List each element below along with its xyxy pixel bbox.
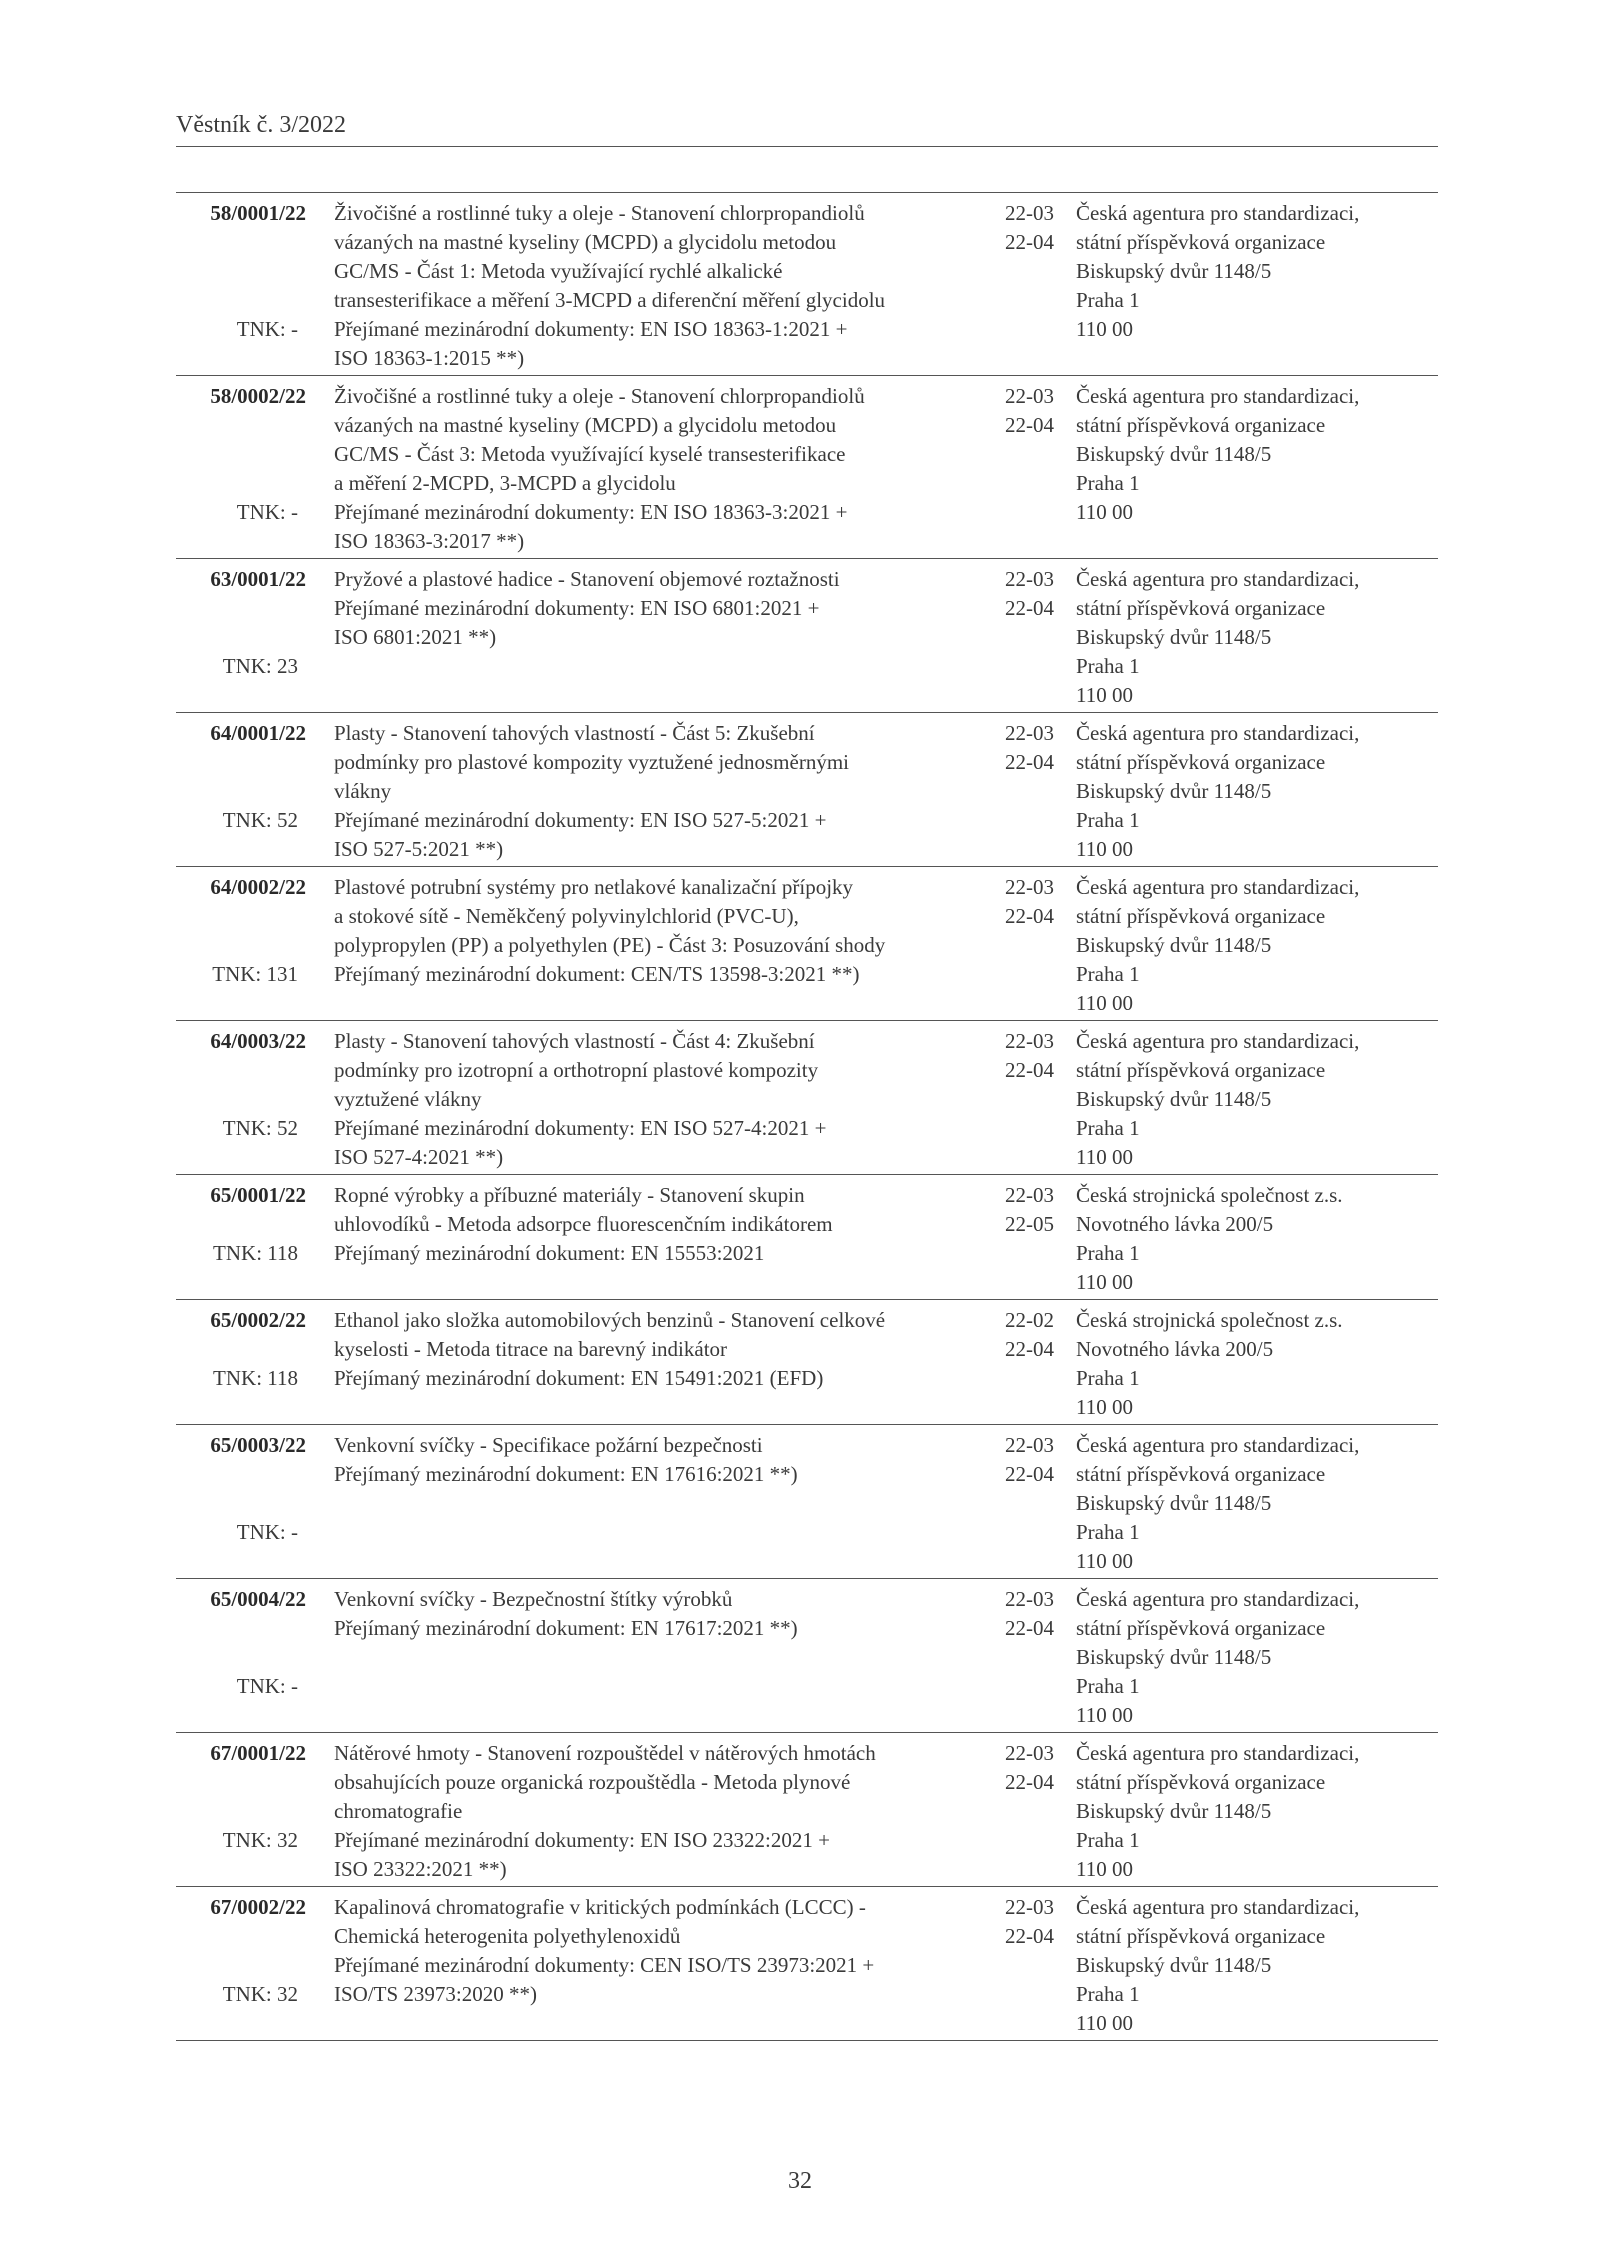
description-column (306, 1306, 978, 1422)
standard-number: 65/0004/22 (210, 1587, 306, 1611)
organization-column (1054, 382, 1438, 556)
dates-column (978, 719, 1054, 864)
organization-line: Praha 1 (1076, 1366, 1140, 1390)
table-row (176, 1733, 1438, 1887)
dates-column (978, 565, 1054, 710)
date-line: 22-05 (1005, 1212, 1054, 1236)
tnk-label: TNK: 52 (222, 1116, 298, 1140)
organization-line: 110 00 (1076, 1395, 1133, 1419)
description-column (306, 1027, 978, 1172)
organization-line: Biskupský dvůr 1148/5 (1076, 259, 1272, 283)
organization-line: Česká agentura pro standardizaci, (1076, 1895, 1360, 1919)
page-number: 32 (788, 2168, 812, 2194)
description-line: Živočišné a rostlinné tuky a oleje - Stanovení chlorpropandiolů (334, 384, 865, 408)
organization-line: Biskupský dvůr 1148/5 (1076, 1645, 1272, 1669)
organization-line: 110 00 (1076, 317, 1133, 341)
row-id-column (176, 1431, 306, 1576)
date-line: 22-03 (1005, 201, 1054, 225)
organization-line: Česká strojnická společnost z.s. (1076, 1308, 1343, 1332)
description-line: ISO 18363-1:2015 **) (334, 346, 525, 370)
organization-line: Praha 1 (1076, 1116, 1140, 1140)
organization-line: Praha 1 (1076, 654, 1140, 678)
organization-line: Česká strojnická společnost z.s. (1076, 1183, 1343, 1207)
organization-line: Česká agentura pro standardizaci, (1076, 1029, 1360, 1053)
tnk-label: TNK: 23 (222, 654, 298, 678)
table-row (176, 1175, 1438, 1300)
table-row (176, 559, 1438, 713)
description-line: GC/MS - Část 1: Metoda využívající rychlé alkalické (334, 259, 783, 283)
description-line: Přejímaný mezinárodní dokument: EN 17616:2021 **) (334, 1462, 798, 1486)
row-id-column (176, 382, 306, 556)
organization-line: 110 00 (1076, 991, 1133, 1015)
organization-line: státní příspěvková organizace (1076, 1462, 1326, 1486)
date-line: 22-04 (1005, 596, 1054, 620)
date-line: 22-04 (1005, 1924, 1054, 1948)
date-line: 22-03 (1005, 875, 1054, 899)
description-line: podmínky pro izotropní a orthotropní plastové kompozity (334, 1058, 819, 1082)
organization-line: 110 00 (1076, 1549, 1133, 1573)
organization-line: státní příspěvková organizace (1076, 230, 1326, 254)
description-line: Plasty - Stanovení tahových vlastností - Část 5: Zkušební (334, 721, 815, 745)
organization-column (1054, 1027, 1438, 1172)
table-row (176, 713, 1438, 867)
description-column (306, 1431, 978, 1576)
organization-line: Česká agentura pro standardizaci, (1076, 875, 1360, 899)
organization-line: Česká agentura pro standardizaci, (1076, 567, 1360, 591)
description-line: Přejímané mezinárodní dokumenty: CEN ISO/TS 23973:2021 + (334, 1953, 875, 1977)
organization-column (1054, 1739, 1438, 1884)
tnk-label: TNK: 118 (213, 1241, 298, 1265)
dates-column (978, 1585, 1054, 1730)
organization-line: Česká agentura pro standardizaci, (1076, 1433, 1360, 1457)
tnk-label: TNK: - (236, 1674, 298, 1698)
date-line: 22-03 (1005, 1741, 1054, 1765)
organization-line: Novotného lávka 200/5 (1076, 1337, 1274, 1361)
organization-line: státní příspěvková organizace (1076, 1770, 1326, 1794)
organization-line: Novotného lávka 200/5 (1076, 1212, 1274, 1236)
row-id-column (176, 873, 306, 1018)
table-row (176, 1021, 1438, 1175)
organization-line: Biskupský dvůr 1148/5 (1076, 933, 1272, 957)
description-column (306, 199, 978, 373)
organization-line: státní příspěvková organizace (1076, 904, 1326, 928)
standard-number: 58/0002/22 (210, 384, 306, 408)
description-column (306, 719, 978, 864)
description-line: Přejímaný mezinárodní dokument: EN 17617:2021 **) (334, 1616, 798, 1640)
description-line: Pryžové a plastové hadice - Stanovení objemové roztažnosti (334, 567, 840, 591)
tnk-label: TNK: 32 (222, 1828, 298, 1852)
date-line: 22-03 (1005, 1029, 1054, 1053)
row-id-column (176, 199, 306, 373)
description-line: ISO 23322:2021 **) (334, 1857, 507, 1881)
standard-number: 65/0003/22 (210, 1433, 306, 1457)
organization-line: Praha 1 (1076, 471, 1140, 495)
date-line: 22-04 (1005, 1462, 1054, 1486)
dates-column (978, 382, 1054, 556)
description-line: vlákny (334, 779, 392, 803)
organization-line: Praha 1 (1076, 288, 1140, 312)
description-line: ISO 6801:2021 **) (334, 625, 497, 649)
organization-line: Biskupský dvůr 1148/5 (1076, 625, 1272, 649)
organization-column (1054, 873, 1438, 1018)
row-id-column (176, 1893, 306, 2038)
row-id-column (176, 1585, 306, 1730)
organization-line: Biskupský dvůr 1148/5 (1076, 1087, 1272, 1111)
description-line: Chemická heterogenita polyethylenoxidů (334, 1924, 681, 1948)
description-line: Přejímaný mezinárodní dokument: EN 15491:2021 (EFD) (334, 1366, 824, 1390)
organization-line: státní příspěvková organizace (1076, 1924, 1326, 1948)
standard-number: 67/0002/22 (210, 1895, 306, 1919)
row-id-column (176, 1739, 306, 1884)
standards-table (176, 192, 1438, 2041)
date-line: 22-03 (1005, 721, 1054, 745)
organization-line: Biskupský dvůr 1148/5 (1076, 442, 1272, 466)
page-header-title: Věstník č. 3/2022 (176, 112, 346, 138)
date-line: 22-04 (1005, 1770, 1054, 1794)
organization-line: 110 00 (1076, 1145, 1133, 1169)
organization-line: 110 00 (1076, 1703, 1133, 1727)
dates-column (978, 199, 1054, 373)
description-line: Plasty - Stanovení tahových vlastností - Část 4: Zkušební (334, 1029, 815, 1053)
description-line: Venkovní svíčky - Specifikace požární bezpečnosti (334, 1433, 763, 1457)
description-line: ISO 18363-3:2017 **) (334, 529, 525, 553)
organization-line: Česká agentura pro standardizaci, (1076, 1587, 1360, 1611)
standard-number: 65/0001/22 (210, 1183, 306, 1207)
organization-column (1054, 199, 1438, 373)
description-line: Živočišné a rostlinné tuky a oleje - Stanovení chlorpropandiolů (334, 201, 865, 225)
standard-number: 64/0003/22 (210, 1029, 306, 1053)
row-id-column (176, 1306, 306, 1422)
organization-line: Praha 1 (1076, 808, 1140, 832)
date-line: 22-04 (1005, 750, 1054, 774)
row-id-column (176, 1181, 306, 1297)
tnk-label: TNK: 52 (222, 808, 298, 832)
dates-column (978, 873, 1054, 1018)
description-line: vázaných na mastné kyseliny (MCPD) a glycidolu metodou (334, 230, 837, 254)
table-row (176, 1300, 1438, 1425)
organization-line: Biskupský dvůr 1148/5 (1076, 1491, 1272, 1515)
date-line: 22-03 (1005, 1895, 1054, 1919)
organization-column (1054, 1585, 1438, 1730)
organization-line: Praha 1 (1076, 1241, 1140, 1265)
description-line: ISO 527-4:2021 **) (334, 1145, 504, 1169)
description-line: Ethanol jako složka automobilových benzinů - Stanovení celkové (334, 1308, 886, 1332)
standard-number: 67/0001/22 (210, 1741, 306, 1765)
description-column (306, 382, 978, 556)
description-line: vyztužené vlákny (334, 1087, 482, 1111)
dates-column (978, 1893, 1054, 2038)
date-line: 22-03 (1005, 384, 1054, 408)
organization-line: Praha 1 (1076, 1982, 1140, 2006)
organization-column (1054, 719, 1438, 864)
organization-column (1054, 1306, 1438, 1422)
organization-line: Česká agentura pro standardizaci, (1076, 721, 1360, 745)
description-line: Nátěrové hmoty - Stanovení rozpouštědel v nátěrových hmotách (334, 1741, 876, 1765)
tnk-label: TNK: - (236, 1520, 298, 1544)
organization-line: 110 00 (1076, 1270, 1133, 1294)
description-column (306, 565, 978, 710)
description-column (306, 1181, 978, 1297)
tnk-label: TNK: - (236, 500, 298, 524)
row-id-column (176, 1027, 306, 1172)
organization-line: Praha 1 (1076, 1520, 1140, 1544)
header-rule (176, 146, 1438, 147)
description-line: Přejímané mezinárodní dokumenty: EN ISO 18363-1:2021 + (334, 317, 848, 341)
tnk-label: TNK: 131 (212, 962, 298, 986)
description-line: Přejímané mezinárodní dokumenty: EN ISO 18363-3:2021 + (334, 500, 848, 524)
standard-number: 58/0001/22 (210, 201, 306, 225)
standard-number: 64/0001/22 (210, 721, 306, 745)
standard-number: 64/0002/22 (210, 875, 306, 899)
description-line: ISO 527-5:2021 **) (334, 837, 504, 861)
dates-column (978, 1306, 1054, 1422)
description-line: Ropné výrobky a příbuzné materiály - Stanovení skupin (334, 1183, 805, 1207)
organization-line: 110 00 (1076, 2011, 1133, 2035)
description-column (306, 1893, 978, 2038)
description-line: Přejímané mezinárodní dokumenty: EN ISO 23322:2021 + (334, 1828, 830, 1852)
description-column (306, 1739, 978, 1884)
standard-number: 65/0002/22 (210, 1308, 306, 1332)
description-line: chromatografie (334, 1799, 463, 1823)
description-line: Venkovní svíčky - Bezpečnostní štítky výrobků (334, 1587, 733, 1611)
organization-line: 110 00 (1076, 837, 1133, 861)
organization-line: Česká agentura pro standardizaci, (1076, 384, 1360, 408)
description-line: vázaných na mastné kyseliny (MCPD) a glycidolu metodou (334, 413, 837, 437)
table-row (176, 867, 1438, 1021)
organization-column (1054, 1181, 1438, 1297)
date-line: 22-03 (1005, 1183, 1054, 1207)
organization-column (1054, 1431, 1438, 1576)
standard-number: 63/0001/22 (210, 567, 306, 591)
organization-line: státní příspěvková organizace (1076, 1058, 1326, 1082)
date-line: 22-02 (1005, 1308, 1054, 1332)
description-line: Přejímaný mezinárodní dokument: EN 15553:2021 (334, 1241, 765, 1265)
tnk-label: TNK: 118 (213, 1366, 298, 1390)
organization-line: 110 00 (1076, 1857, 1133, 1881)
table-row (176, 1579, 1438, 1733)
organization-line: Biskupský dvůr 1148/5 (1076, 1799, 1272, 1823)
description-line: obsahujících pouze organická rozpouštědla - Metoda plynové (334, 1770, 851, 1794)
description-line: podmínky pro plastové kompozity vyztužené jednosměrnými (334, 750, 849, 774)
table-row (176, 376, 1438, 559)
description-line: Kapalinová chromatografie v kritických podmínkách (LCCC) - (334, 1895, 866, 1919)
date-line: 22-04 (1005, 230, 1054, 254)
row-id-column (176, 565, 306, 710)
description-line: Přejímané mezinárodní dokumenty: EN ISO 527-5:2021 + (334, 808, 827, 832)
dates-column (978, 1739, 1054, 1884)
organization-column (1054, 565, 1438, 710)
dates-column (978, 1027, 1054, 1172)
date-line: 22-04 (1005, 413, 1054, 437)
description-line: a stokové sítě - Neměkčený polyvinylchlorid (PVC-U), (334, 904, 799, 928)
dates-column (978, 1431, 1054, 1576)
description-line: kyselosti - Metoda titrace na barevný indikátor (334, 1337, 728, 1361)
organization-line: Praha 1 (1076, 1828, 1140, 1852)
description-line: a měření 2-MCPD, 3-MCPD a glycidolu (334, 471, 676, 495)
organization-line: státní příspěvková organizace (1076, 413, 1326, 437)
date-line: 22-04 (1005, 1337, 1054, 1361)
description-column (306, 873, 978, 1018)
description-line: transesterifikace a měření 3-MCPD a diferenční měření glycidolu (334, 288, 886, 312)
dates-column (978, 1181, 1054, 1297)
organization-line: státní příspěvková organizace (1076, 750, 1326, 774)
organization-line: 110 00 (1076, 500, 1133, 524)
date-line: 22-04 (1005, 1616, 1054, 1640)
date-line: 22-04 (1005, 904, 1054, 928)
date-line: 22-04 (1005, 1058, 1054, 1082)
tnk-label: TNK: 32 (222, 1982, 298, 2006)
organization-line: státní příspěvková organizace (1076, 1616, 1326, 1640)
date-line: 22-03 (1005, 1587, 1054, 1611)
description-line: Přejímaný mezinárodní dokument: CEN/TS 13598-3:2021 **) (334, 962, 860, 986)
organization-line: 110 00 (1076, 683, 1133, 707)
organization-line: Biskupský dvůr 1148/5 (1076, 779, 1272, 803)
tnk-label: TNK: - (236, 317, 298, 341)
organization-line: Biskupský dvůr 1148/5 (1076, 1953, 1272, 1977)
row-id-column (176, 719, 306, 864)
organization-line: Česká agentura pro standardizaci, (1076, 1741, 1360, 1765)
description-line: ISO/TS 23973:2020 **) (334, 1982, 538, 2006)
table-row (176, 1425, 1438, 1579)
organization-line: státní příspěvková organizace (1076, 596, 1326, 620)
description-column (306, 1585, 978, 1730)
description-line: Plastové potrubní systémy pro netlakové kanalizační přípojky (334, 875, 854, 899)
description-line: Přejímané mezinárodní dokumenty: EN ISO 6801:2021 + (334, 596, 820, 620)
organization-line: Česká agentura pro standardizaci, (1076, 201, 1360, 225)
date-line: 22-03 (1005, 567, 1054, 591)
description-line: GC/MS - Část 3: Metoda využívající kyselé transesterifikace (334, 442, 846, 466)
organization-line: Praha 1 (1076, 1674, 1140, 1698)
description-line: Přejímané mezinárodní dokumenty: EN ISO 527-4:2021 + (334, 1116, 827, 1140)
table-row (176, 193, 1438, 376)
organization-line: Praha 1 (1076, 962, 1140, 986)
description-line: uhlovodíků - Metoda adsorpce fluorescenčním indikátorem (334, 1212, 833, 1236)
description-line: polypropylen (PP) a polyethylen (PE) - Část 3: Posuzování shody (334, 933, 886, 957)
organization-column (1054, 1893, 1438, 2038)
date-line: 22-03 (1005, 1433, 1054, 1457)
table-row (176, 1887, 1438, 2041)
